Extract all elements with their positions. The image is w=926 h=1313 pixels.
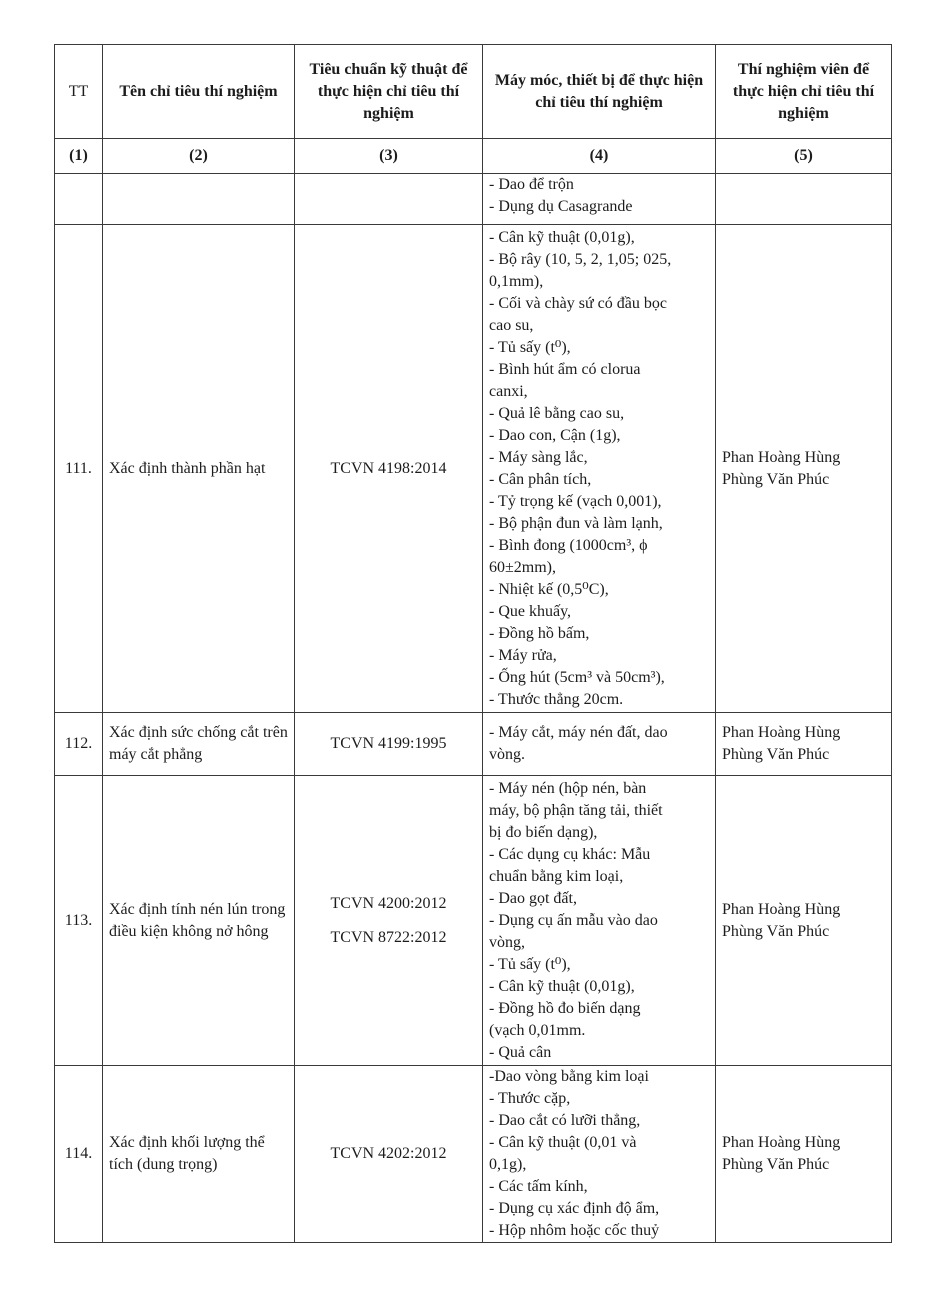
equipment-item: - Bộ rây (10, 5, 2, 1,05; 025, [489, 250, 672, 268]
equipment-item: - Đồng hồ bấm, [489, 624, 590, 642]
standard-code: TCVN 4199:1995 [330, 735, 447, 752]
equipment-item: - Cân kỹ thuật (0,01 và [489, 1134, 637, 1151]
equipment-item: - Máy nén (hộp nén, bàn [489, 779, 647, 797]
equipment-item: - Dao để trộn [489, 176, 574, 193]
equipment-item: - Thước thẳng 20cm. [489, 690, 624, 708]
staff-cell [716, 225, 892, 713]
equipment-cell [483, 1066, 716, 1243]
table-row [55, 776, 892, 1066]
header-row [55, 45, 892, 139]
equipment-item: - Cân kỹ thuật (0,01g), [489, 228, 635, 246]
test-name: Xác định thành phần hạt [103, 225, 295, 713]
staff-name: Phan Hoàng Hùng [722, 724, 841, 741]
equipment-item: - Bình hút ẩm có clorua [489, 360, 641, 378]
row-number: 111. [55, 225, 103, 713]
equipment-item: - Dụng dụ Casagrande [489, 198, 633, 215]
column-number: (3) [295, 139, 483, 174]
equipment-item: - Que khuấy, [489, 602, 572, 620]
header-tt: TT [55, 45, 103, 139]
equipment-item: - Máy sàng lắc, [489, 448, 588, 466]
staff-name: Phùng Văn Phúc [722, 746, 830, 763]
equipment-item: - Dụng cụ ấn mẫu vào dao [489, 911, 658, 929]
equipment-item: vòng. [489, 746, 525, 763]
standard-cell [295, 174, 483, 225]
equipment-table [54, 44, 892, 1243]
equipment-item: 60±2mm), [489, 558, 556, 576]
staff-name: Phan Hoàng Hùng [722, 1134, 841, 1151]
equipment-item: - Máy rửa, [489, 646, 557, 664]
test-name: Xác định sức chống cắt trên máy cắt phẳng [103, 713, 295, 776]
test-name [103, 174, 295, 225]
equipment-item: - Dụng cụ xác định độ ẩm, [489, 1200, 660, 1217]
header-test-name: Tên chỉ tiêu thí nghiệm [103, 45, 295, 139]
equipment-item: - Tủ sấy (t⁰), [489, 955, 571, 973]
table-row [55, 713, 892, 776]
standard-code: TCVN 8722:2012 [330, 928, 447, 946]
staff-cell [716, 713, 892, 776]
staff-name: Phan Hoàng Hùng [722, 448, 841, 466]
equipment-item: - Ống hút (5cm³ và 50cm³), [489, 668, 665, 686]
equipment-cell [483, 713, 716, 776]
table-row [55, 1066, 892, 1243]
standard-code: TCVN 4202:2012 [330, 1145, 447, 1162]
column-number: (4) [483, 139, 716, 174]
equipment-item: -Dao vòng bằng kim loại [489, 1068, 649, 1085]
column-number: (2) [103, 139, 295, 174]
equipment-item: bị đo biến dạng), [489, 823, 598, 841]
table-body [55, 174, 892, 1243]
equipment-item: - Hộp nhôm hoặc cốc thuỷ [489, 1222, 660, 1239]
equipment-item: - Dao gọt đất, [489, 889, 577, 907]
staff-cell [716, 174, 892, 225]
standard-code: TCVN 4200:2012 [330, 894, 447, 912]
equipment-cell [483, 174, 716, 225]
equipment-item: - Cân kỹ thuật (0,01g), [489, 977, 635, 995]
equipment-item: (vạch 0,01mm. [489, 1021, 586, 1039]
standard-cell [295, 776, 483, 1066]
column-number: (1) [55, 139, 103, 174]
standard-cell [295, 225, 483, 713]
equipment-item: - Tỷ trọng kế (vạch 0,001), [489, 492, 662, 510]
table-row [55, 225, 892, 713]
equipment-item: - Thước cặp, [489, 1090, 571, 1107]
staff-name: Phan Hoàng Hùng [722, 900, 841, 918]
equipment-item: chuẩn bằng kim loại, [489, 867, 624, 885]
equipment-item: - Dao cắt có lưỡi thẳng, [489, 1112, 641, 1129]
equipment-item: canxi, [489, 382, 528, 400]
header-staff: Thí nghiệm viên để thực hiện chỉ tiêu thí nghiệm [716, 45, 892, 139]
equipment-item: - Tủ sấy (t⁰), [489, 338, 571, 356]
standard-cell [295, 1066, 483, 1243]
header-equipment: Máy móc, thiết bị để thực hiện chỉ tiêu thí nghiệm [483, 45, 716, 139]
column-number-row [55, 139, 892, 174]
equipment-cell [483, 225, 716, 713]
standard-cell [295, 713, 483, 776]
staff-name: Phùng Văn Phúc [722, 470, 830, 488]
row-number: 113. [55, 776, 103, 1066]
equipment-cell [483, 776, 716, 1066]
equipment-item: - Máy cắt, máy nén đất, dao [489, 724, 668, 741]
staff-cell [716, 776, 892, 1066]
staff-cell [716, 1066, 892, 1243]
equipment-item: máy, bộ phận tăng tải, thiết [489, 801, 663, 819]
equipment-item: vòng, [489, 933, 525, 951]
equipment-item: 0,1mm), [489, 272, 544, 290]
row-number: 112. [55, 713, 103, 776]
equipment-item: - Nhiệt kế (0,5⁰C), [489, 580, 609, 598]
standard-gap [301, 915, 476, 927]
equipment-item: - Cân phân tích, [489, 470, 592, 488]
table-row [55, 174, 892, 225]
equipment-item: - Quả lê bằng cao su, [489, 404, 625, 422]
column-number: (5) [716, 139, 892, 174]
row-number: 114. [55, 1066, 103, 1243]
row-number [55, 174, 103, 225]
equipment-item: - Đồng hồ đo biến dạng [489, 999, 641, 1017]
equipment-item: - Quả cân [489, 1043, 552, 1061]
test-name: Xác định khối lượng thể tích (dung trọng) [103, 1066, 295, 1243]
equipment-item: - Các dụng cụ khác: Mẫu [489, 845, 651, 863]
standard-code: TCVN 4198:2014 [330, 459, 447, 477]
equipment-item: cao su, [489, 316, 534, 334]
staff-name: Phùng Văn Phúc [722, 1156, 830, 1173]
header-standard: Tiêu chuẩn kỹ thuật để thực hiện chỉ tiêu thí nghiệm [295, 45, 483, 139]
equipment-item: - Bộ phận đun và làm lạnh, [489, 514, 663, 532]
staff-name: Phùng Văn Phúc [722, 922, 830, 940]
equipment-item: - Bình đong (1000cm³, ϕ [489, 536, 648, 554]
equipment-item: - Cối và chày sứ có đầu bọc [489, 294, 667, 312]
equipment-item: 0,1g), [489, 1156, 527, 1173]
equipment-item: - Các tấm kính, [489, 1178, 588, 1195]
test-name: Xác định tính nén lún trong điều kiện không nở hông [103, 776, 295, 1066]
equipment-item: - Dao con, Cận (1g), [489, 426, 621, 444]
